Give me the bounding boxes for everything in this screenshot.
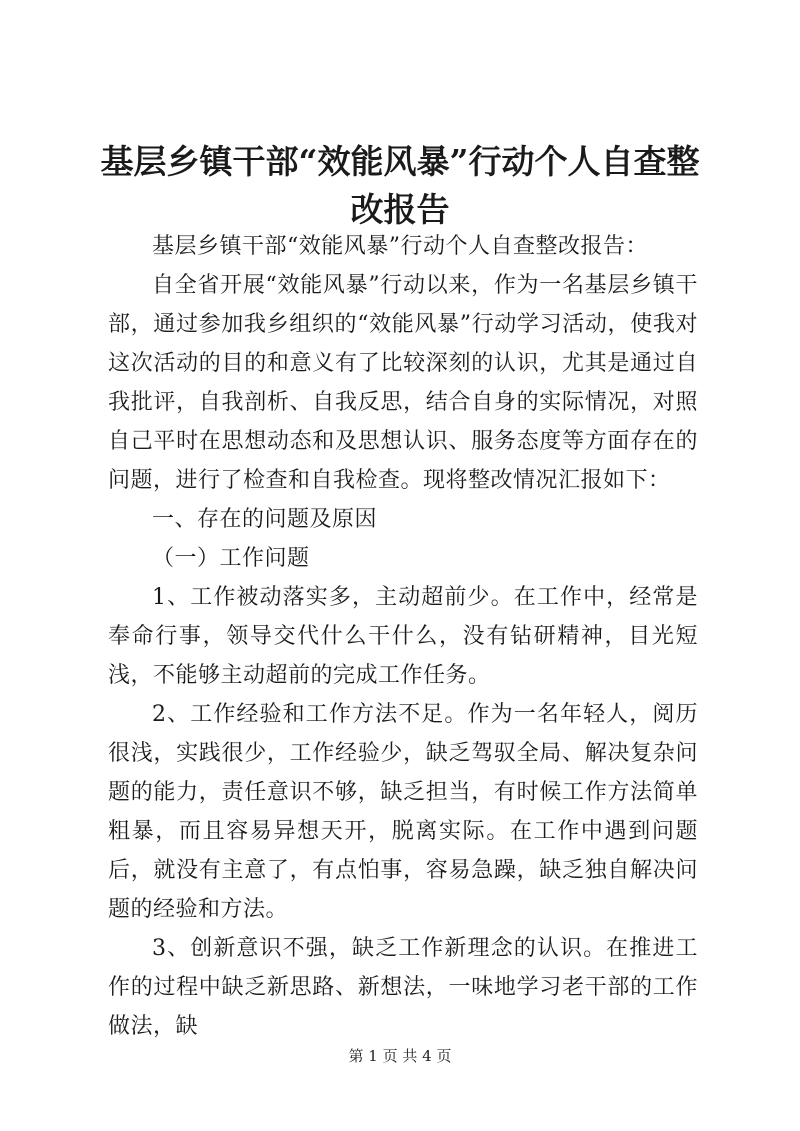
paragraph-heading-line: 基层乡镇干部“效能风暴”行动个人自查整改报告： <box>152 234 648 259</box>
paragraph-item-2: 2、工作经验和工作方法不足。作为一名年轻人，阅历很浅，实践很少，工作经验少，缺乏驾驭全局、解决复杂问题的能力，责任意识不够，缺乏担当，有时候工作方法简单粗暴，而且容易异想天开，脱离实际。在工作中遇到问题后，就没有主意了，有点怕事，容易急躁，缺乏独自解决问题的经验和方法。 <box>108 702 698 922</box>
paragraph-intro: 自全省开展“效能风暴”行动以来，作为一名基层乡镇干部，通过参加我乡组织的“效能风暴”行动学习活动，使我对这次活动的目的和意义有了比较深刻的认识，尤其是通过自我批评，自我剖析、自我反思，结合自身的实际情况，对照自己平时在思想动态和及思想认识、服务态度等方面存在的问题，进行了检查和自我检查。现将整改情况汇报如下： <box>108 273 698 493</box>
subsection-heading: （一）工作问题 <box>152 546 310 571</box>
document-title: 基层乡镇干部“效能风暴”行动个人自查整改报告 <box>100 142 700 229</box>
paragraph-item-3: 3、创新意识不强，缺乏工作新理念的认识。在推进工作的过程中缺乏新思路、新想法，一味地学习老干部的工作做法，缺 <box>108 936 698 1039</box>
section-heading: 一、存在的问题及原因 <box>152 507 378 532</box>
paragraph-item-1: 1、工作被动落实多，主动超前少。在工作中，经常是奉命行事，领导交代什么干什么，没有钻研精神，目光短浅，不能够主动超前的完成工作任务。 <box>108 585 698 688</box>
page-footer: 第 1 页 共 4 页 <box>348 1047 452 1065</box>
document-body <box>108 227 698 1046</box>
